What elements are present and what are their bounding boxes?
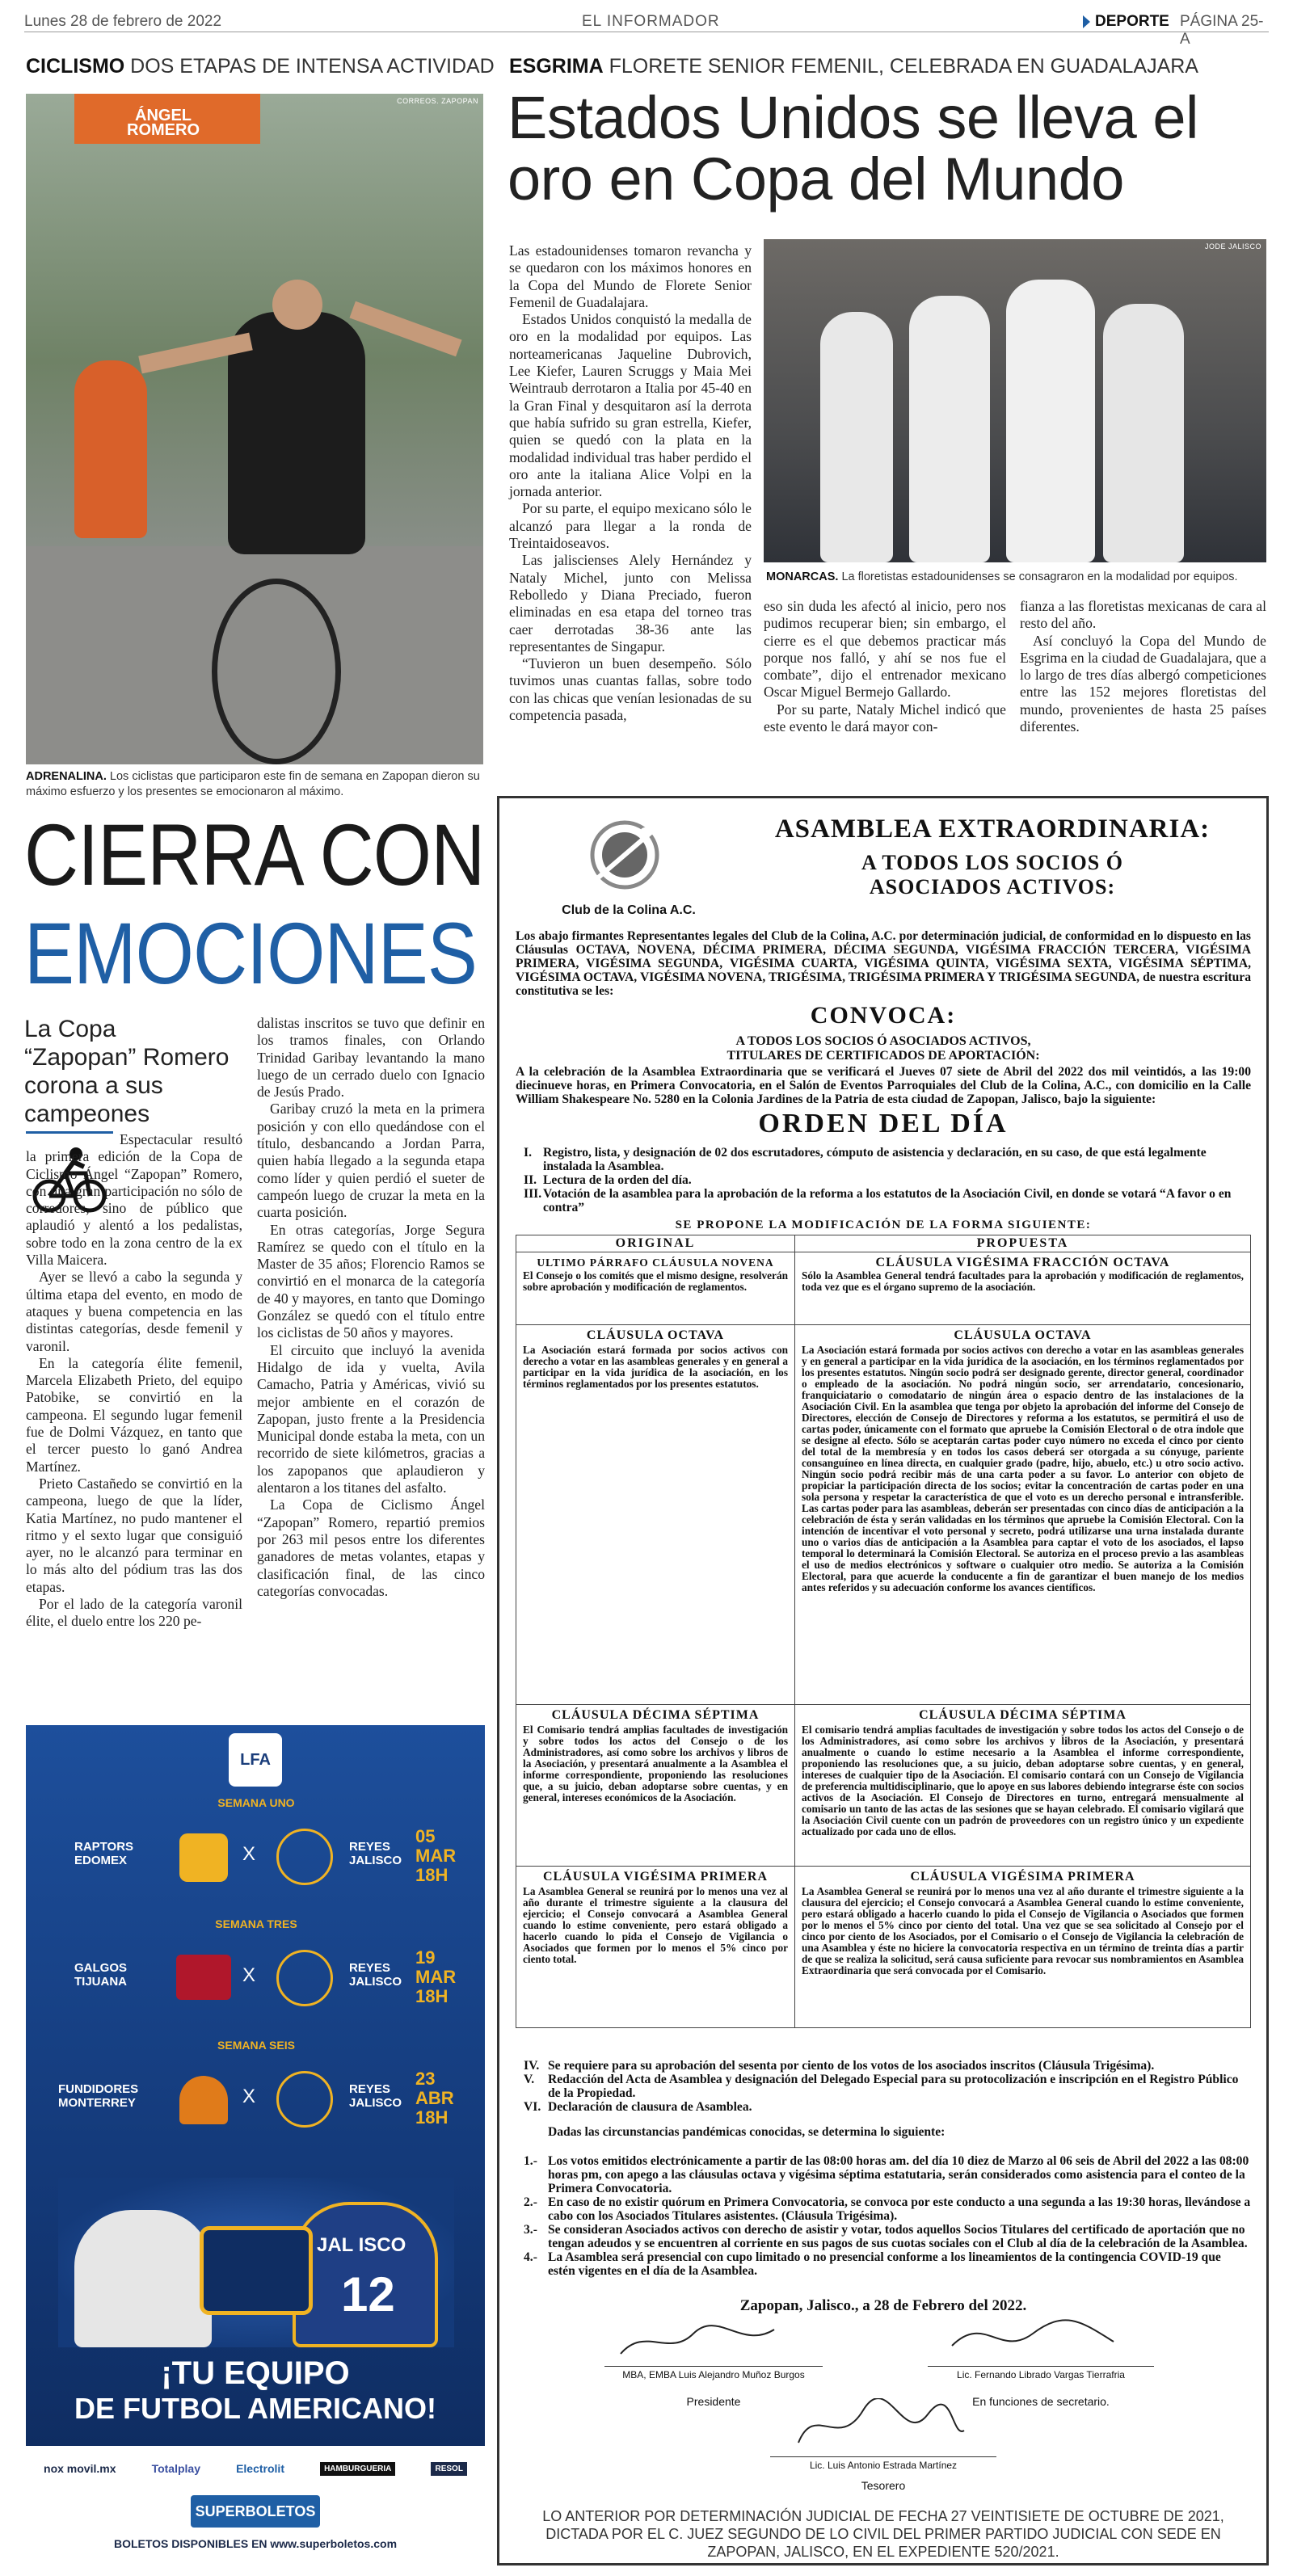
agenda-item-5 — [524, 2073, 1251, 2100]
fencing-p6: eso sin duda les afectó al inicio, pero nos pudimos recuperar bien; sin embargo, el cierre es el que debemos practicar más porque nos falló, y ahí se nos fue el combate”, dijo el entrenador mexicano Oscar Miguel Bermejo Gallardo. — [764, 598, 1006, 701]
rule-text-1: Los votos emitidos electrónicamente a partir de las 08:00 horas am. del día 10 diez de Marzo al 06 seis de Abril del 2022 a las 08:00 horas pm, con apego a las cláusulas octava y vigésima séptima estatutaria, serán considerados como asistencia para el conteo de la Primera Convocatoria. — [548, 2154, 1249, 2195]
agenda-text-5: Redacción del Acta de Asamblea y designación del Delegado Especial para su protocolización e inscripción en el Registro Público de la Propiedad. — [548, 2073, 1239, 2100]
sponsor-nox: nox movil.mx — [44, 2462, 116, 2475]
week-1 — [26, 1796, 485, 1917]
signature-1 — [613, 2317, 807, 2366]
sig-1-name: MBA, EMBA Luis Alejandro Muñoz Burgos — [622, 2369, 805, 2380]
jersey-number: 12 — [341, 2267, 395, 2321]
fencer-3 — [1006, 280, 1095, 562]
week-2-label: SEMANA TRES — [215, 1917, 297, 1930]
week-2 — [26, 1917, 485, 2039]
feature-b1: dalistas inscritos se tuvo que definir en los tramos finales, con Orlando Trinidad Garibay levantando la mano luego de un cerrado duelo con Ignacio de Jesús Prado. — [257, 1015, 485, 1101]
feature-b3: En otras categorías, Jorge Segura Ramírez se quedo con el título en la Master de 35 años; Florencio Ramos se convirtió en el monarca de la categoría de 40 y mayores, en tanto que Domingo González se quedó con el título entre los ciclistas de 50 años y mayores. — [257, 1221, 485, 1341]
row-2-proposal-title: CLÁUSULA OCTAVA — [954, 1328, 1092, 1342]
notice-footer: LO ANTERIOR POR DETERMINACIÓN JUDICIAL DE FECHA 27 VEINTISIETE DE OCTUBRE DE 2021, DICTADA POR EL C. JUEZ SEGUNDO DE LO CIVIL DEL PRIMER PARTIDO JUDICIAL CON SEDE EN ZAPOPAN, JALISCO, EN EL EXPEDIENTE 520/2021. — [542, 2508, 1224, 2560]
agenda-item-1 — [524, 1146, 1251, 1173]
agenda-item-2 — [524, 1173, 1251, 1187]
row-3-original — [516, 1705, 795, 1867]
fencing-p5: “Tuvieron un buen desempeño. Sólo tuvimos unas cuantas fallas, sobre todo con las chicas que venían lesionadas de su competencia pasada, — [509, 655, 752, 724]
sponsor-hamburgueria: HAMBURGUERIA — [320, 2462, 395, 2476]
agenda-list — [524, 1146, 1251, 1214]
agenda-num-4: IV. — [524, 2059, 540, 2073]
agenda-text-1: Registro, lista, y designación de 02 dos escrutadores, cómputo de asistencia y declaración, en su caso, de que está legalmente instalada la Asamblea. — [543, 1146, 1207, 1173]
feature-lead: Espectacular resultó la primera edición de la Copa de Ciclismo Ángel “Zapopan” Romero, con una gran participación no sólo de corredores, sino de público que aplaudió y alentó a los pedalistas, sobre todo en la zona centro de la ex Villa Maicera. — [26, 1131, 242, 1269]
agenda-num-3: III. — [524, 1187, 542, 1201]
feature-a4: Por el lado de la categoría varonil élite, el duelo entre los 220 pe- — [26, 1596, 242, 1630]
feature-subhead: La Copa “Zapopan” Romero corona a sus campeones — [24, 1016, 230, 1127]
fencer-1 — [820, 312, 893, 562]
week-2-home: REYES JALISCO — [349, 1961, 402, 1989]
cycling-kicker-label: CICLISMO — [26, 55, 125, 78]
feature-a1: Ayer se llevó a cabo la segunda y última etapa del evento, en modo de ataques y buena competencia en las distintas categorías, desde femenil y varonil. — [26, 1269, 242, 1354]
circumstances: Dadas las circunstancias pandémicas conocidas, se determina lo siguiente: — [548, 2125, 946, 2139]
players-graphic — [58, 2178, 454, 2347]
row-3-original-text: El Comisario tendrá amplias facultades de investigación y sobre todos los actos del Consejo o de los Administradores, así como sobre los archivos y libros de la Asociación, y presentará anualmente a la Asamblea el informe correspondiente, proponiendo las resoluciones que, a su juicio, deban adoptarse sobre cuentas, y en general, intereses económicos de la Asociación. — [523, 1724, 788, 1804]
agenda-text-4: Se requiere para su aprobación del sesenta por ciento de los votos de los asociados inscritos (Cláusula Trigésima). — [548, 2059, 1155, 2073]
fencing-p7: Por su parte, Nataly Michel indicó que este evento le dará mayor con- — [764, 701, 1006, 735]
row-4-proposal-text: La Asamblea General se reunirá por lo menos una vez al año durante el trimestre siguiente a la clausura del ejercicio; el Consejo convocará a Asamblea General cuando lo estime conveniente, pero estará obligado a hacerlo cuando lo pida el Consejo de Vigilancia o Asociados que formen por lo menos el 5% cinco por ciento del total. Una vez que se sea solicitado al Consejo por el cinco por ciento de los Asociados, por el Comisario o el Consejo de Vigilancia la celebración de una Asamblea y éste no hiciere la convocatoria respectiva en un término de treinta días a partir de que se realiza la solicitud, será causa suficiente para revocar sus nombramientos en Asamblea Extraordinaria que será convocada por el Comisario. — [802, 1885, 1244, 1976]
row-2-original — [516, 1325, 795, 1705]
sig-3-name: Lic. Luis Antonio Estrada Martínez — [809, 2460, 958, 2471]
week-3 — [26, 2039, 485, 2160]
header-page: PÁGINA 25-A — [1180, 13, 1264, 48]
slogan-1: ¡TU EQUIPO — [161, 2355, 350, 2391]
club-name: Club de la Colina A.C. — [562, 903, 696, 917]
row-4-original-text: La Asamblea General se reunirá por lo menos una vez al año durante el trimestre siguiente a la clausura del ejercicio; el Consejo convocará a Asamblea General cuando lo estime conveniente, pero estará obligado a hacerlo cuando lo pida el Consejo de Vigilancia o Asociados que formen por lo menos el 5% cinco por ciento total. — [523, 1885, 788, 1965]
row-2-original-title: CLÁUSULA OCTAVA — [586, 1328, 725, 1342]
sig-1-line — [604, 2366, 823, 2367]
week-3-vs: X — [242, 2086, 256, 2107]
row-3-original-title: CLÁUSULA DÉCIMA SÉPTIMA — [551, 1708, 760, 1722]
cyclist-arm-right — [349, 301, 461, 357]
rule-num-1: 1.- — [524, 2154, 537, 2168]
raptors-logo — [179, 1833, 228, 1882]
week-3-home: REYES JALISCO — [349, 2082, 402, 2110]
row-3-proposal — [795, 1705, 1251, 1867]
fencing-p1: Las estadounidenses tomaron revancha y se quedaron con los máximos honores en la Copa del Mundo de Florete Senior Femenil de Guadalajara. — [509, 242, 752, 310]
finish-banner-text: ÁNGEL ROMERO — [127, 107, 200, 139]
reyes-logo-2 — [276, 1950, 333, 2006]
sponsor-totalplay: Totalplay — [151, 2462, 200, 2475]
week-1-date: 05 MAR 18H — [415, 1826, 457, 1885]
sig-2-name: Lic. Fernando Librado Vargas Tierrafria — [957, 2369, 1125, 2380]
club-logo — [572, 814, 677, 903]
cycling-caption-text: Los ciclistas que participaron este fin de semana en Zapopan dieron su máximo esfuerzo y los presentes se emocionaron al máximo. — [26, 770, 480, 798]
jersey-text: JAL ISCO — [317, 2234, 406, 2256]
tickets-line: BOLETOS DISPONIBLES EN www.superboletos.com — [113, 2537, 398, 2550]
week-1-vs: X — [242, 1843, 256, 1865]
propone-text: SE PROPONE LA MODIFICACIÓN DE LA FORMA SIGUIENTE: — [675, 1219, 1092, 1231]
row-1-proposal — [795, 1252, 1251, 1325]
agenda-num-1: I. — [524, 1146, 532, 1160]
feature-b2: Garibay cruzó la meta en la primera posición y con ello quedándose con el título, desbancando a Jordan Parra, quien había llegado a la segunda etapa como líder y quien perdió el sueter de campeón luego de cruzar la meta en la cuarta posición. — [257, 1101, 485, 1221]
rule-1 — [524, 2154, 1251, 2195]
second-cyclist — [74, 360, 147, 538]
notice-intro: Los abajo firmantes Representantes legales del Club de la Colina, A.C. por determinación judicial, de conformidad en lo dispuesto en las Cláusulas OCTAVA, NOVENA, DÉCIMA PRIMERA, DÉCIMA SEGUNDA, VIGÉSIMA FRACCIÓN TERCERA, VIGÉSIMA PRIMERA, VIGÉSIMA SEGUNDA, VIGÉSIMA CUARTA, VIGÉSIMA QUINTA, VIGÉSIMA SEXTA, VIGÉSIMA SÉPTIMA, VIGÉSIMA OCTAVA, VIGÉSIMA NOVENA, TRIGÉSIMA, TRIGÉSIMA PRIMERA Y TRIGÉSIMA SEGUNDA, de nuestra escritura constitutiva se les: — [516, 929, 1251, 998]
rule-num-3: 3.- — [524, 2223, 537, 2237]
week-2-date: 19 MAR 18H — [415, 1947, 457, 2006]
sponsor-bar — [26, 2448, 485, 2489]
week-1-home: REYES JALISCO — [349, 1840, 402, 1867]
row-1-original — [516, 1252, 795, 1325]
rule-num-2: 2.- — [524, 2195, 537, 2209]
fencing-photo-credit: JODE JALISCO — [1204, 242, 1261, 250]
row-4-proposal — [795, 1867, 1251, 2028]
fencing-p3: Por su parte, el equipo mexicano sólo le alcanzó para llegar a la ronda de Treintaidoseavos. — [509, 500, 752, 552]
sponsor-electrolit: Electrolit — [236, 2462, 284, 2475]
week-1-away: RAPTORS EDOMEX — [74, 1840, 134, 1867]
reform-table — [516, 1235, 1251, 2028]
place-date: Zapopan, Jalisco., a 28 de Febrero del 2022. — [739, 2297, 1027, 2314]
cycling-caption-label: ADRENALINA. — [26, 770, 107, 783]
header-section-marker — [1083, 15, 1090, 28]
cyclist-head — [272, 280, 322, 330]
fencing-headline: Estados Unidos se lleva el oro en Copa del Mundo — [508, 84, 1198, 213]
agenda-item-4 — [524, 2059, 1251, 2073]
header-date: Lunes 28 de febrero de 2022 — [24, 13, 222, 30]
jal-logo — [200, 2226, 313, 2315]
signature-3 — [782, 2398, 976, 2455]
week-2-away: GALGOS TIJUANA — [74, 1961, 128, 1989]
fencing-caption — [766, 570, 1267, 585]
assembly-notice — [497, 796, 1269, 2565]
week-3-date: 23 ABR 18H — [415, 2069, 454, 2128]
feature-column-b — [257, 1015, 485, 1600]
cycling-kicker — [26, 55, 495, 78]
rule-num-4: 4.- — [524, 2250, 537, 2264]
sig-2-line — [928, 2366, 1154, 2367]
header-section: DEPORTE — [1095, 13, 1169, 30]
signature-2 — [936, 2313, 1130, 2362]
cycling-photo-credit: CORREOS. ZAPOPAN — [397, 97, 478, 105]
fencing-kicker — [509, 55, 1198, 78]
slogan-2: DE FUTBOL AMERICANO! — [74, 2392, 436, 2425]
sig-2-role: En funciones de secretario. — [972, 2395, 1110, 2408]
superboletos-logo: SUPERBOLETOS — [191, 2495, 320, 2528]
agenda-num-6: VI. — [524, 2100, 541, 2114]
row-1-proposal-title: CLÁUSULA VIGÉSIMA FRACCIÓN OCTAVA — [875, 1256, 1170, 1269]
fencing-column-2 — [764, 598, 1006, 735]
notice-title: ASAMBLEA EXTRAORDINARIA: — [774, 814, 1211, 844]
agenda-num-2: II. — [524, 1173, 537, 1187]
header-paper: EL INFORMADOR — [582, 13, 720, 30]
row-3-proposal-text: El comisario tendrá amplias facultades de investigación y sobre todos los actos del Consejo o de los Administradores, así como sobre los archivos y libros de la Asociación, y presentará anualmente o cuando lo estime necesario a la Asamblea el informe correspondiente, proponiendo las resoluciones que, a su juicio, deban adoptarse sobre cuentas, y en general, intereses de cualquier tipo de la Asociación. El comisario contará con un Consejo de Vigilancia de preferencia multidisciplinario, que lo apoye en sus labores debiendo integrarse éste con socios activos de la Asociación. El Consejo de Directores en turno, entregará mensualmente al comisario un tanto de las actas de las sesiones que se hayan celebrado. El comisario vigilará que la Asociación Civil cuente con un padrón de proveedores con un registro único y un expediente actualizado por cada uno de ellos. — [802, 1724, 1244, 1837]
row-2-proposal — [795, 1325, 1251, 1705]
week-2-vs: X — [242, 1964, 256, 1986]
rule-2 — [524, 2195, 1251, 2223]
agenda-text-6: Declaración de clausura de Asamblea. — [548, 2100, 752, 2114]
agenda-item-3 — [524, 1187, 1251, 1214]
feature-headline-2: EMOCIONES — [24, 904, 477, 1002]
cycling-caption — [26, 769, 483, 800]
sig-3-role: Tesorero — [861, 2479, 906, 2492]
agenda-item-6 — [524, 2100, 1251, 2114]
page-header — [24, 11, 1269, 48]
fencer-4 — [1103, 304, 1184, 562]
row-2-original-text: La Asociación estará formada por socios activos con derecho a votar en las asambleas generales y en general a participar en la vida jurídica de la asociación, en los términos reglamentados por los presentes estatutos. — [523, 1344, 788, 1390]
rule-text-3: Se consideran Asociados activos con derecho de asistir y votar, todos aquellos Socios Titulares del certificado de aportación que no tengan adeudos y se encuentren al corriente en sus pagos de sus cuotas sociales con el Club al día de la celebración de la Asamblea. — [548, 2223, 1248, 2250]
rule-4 — [524, 2250, 1251, 2278]
week-3-away: FUNDIDORES MONTERREY — [58, 2082, 139, 2110]
bike-wheel-front — [212, 579, 341, 764]
cycling-kicker-text: DOS ETAPAS DE INTENSA ACTIVIDAD — [124, 55, 495, 78]
agenda-num-5: V. — [524, 2073, 535, 2086]
sig-3-line — [770, 2456, 996, 2457]
rule-text-4: La Asamblea será presencial con cupo limitado o no presencial conforme a los lineamientos de la contingencia COVID-19 que estén vigentes en el día de la Asamblea. — [548, 2250, 1221, 2278]
fundidores-logo — [179, 2076, 228, 2124]
agenda-text-2: Lectura de la orden del día. — [543, 1173, 692, 1187]
feature-a2: En la categoría élite femenil, Marcela Elizabeth Prieto, del equipo Patobike, se convirtió en la campeona. El segundo lugar femenil fue de Dolmi Vázquez, en tanto que el tercer puesto lo ganó Andrea Martínez. — [26, 1354, 242, 1475]
fencing-caption-label: MONARCAS. — [766, 570, 839, 583]
rule-text-2: En caso de no existir quórum en Primera Convocatoria, se convoca por este conducto a una segunda a las 19:30 horas, llevándose a cabo con los Asociados Titulares asistentes. (Cláusula Trigésima). — [548, 2195, 1251, 2223]
fencing-kicker-label: ESGRIMA — [509, 55, 604, 78]
feature-column-a — [26, 1131, 242, 1631]
fencing-p9: Así concluyó la Copa del Mundo de Esgrima en la ciudad de Guadalajara, que a lo largo de tres días albergó competiciones entre las 152 mejores floretistas del mundo, provenientes de hasta 25 países diferentes. — [1020, 632, 1266, 735]
fencing-photo — [764, 239, 1266, 562]
row-4-original — [516, 1867, 795, 2028]
feature-b5: La Copa de Ciclismo Ángel “Zapopan” Romero, repartió premios por 263 mil pesos entre los diferentes ganadores de metas volantes, etapas y clasificación final, de las cinco categorías convocadas. — [257, 1496, 485, 1599]
rule-3 — [524, 2223, 1251, 2250]
fencing-kicker-text: FLORETE SENIOR FEMENIL, CELEBRADA EN GUADALAJARA — [603, 55, 1198, 78]
row-3-proposal-title: CLÁUSULA DÉCIMA SÉPTIMA — [919, 1708, 1127, 1722]
reyes-logo-1 — [276, 1829, 333, 1885]
fencing-p2: Estados Unidos conquistó la medalla de oro en la modalidad por equipos. Las norteamericanas Jaqueline Dubrovich, Lee Kiefer, Lauren Scruggs y Maia Mei Weintraub derrotaron a Italia por 45-40 en la Gran Final y desquitaron así la derrota que había sufrido su gran estrella, Kiefer, quien se quedó con la plata en la modalidad individual tras haber perdido el oro ante la italiana Alice Volpi en la jornada anterior. — [509, 311, 752, 500]
sig-1-role: Presidente — [686, 2395, 741, 2408]
lfa-logo: LFA — [229, 1733, 282, 1787]
fencing-caption-text: La floretistas estadounidenses se consagraron en la modalidad por equipos. — [838, 570, 1238, 583]
galgos-logo — [176, 1955, 231, 2000]
fencing-column-3 — [1020, 598, 1266, 735]
th-propuesta: PROPUESTA — [795, 1235, 1251, 1252]
agenda-list-2 — [524, 2059, 1251, 2114]
feature-headline-1: CIERRA CON — [24, 806, 485, 903]
sponsor-resol: RESOL — [431, 2462, 466, 2476]
notice-subtitle: A TODOS LOS SOCIOS Ó ASOCIADOS ACTIVOS: — [861, 851, 1123, 899]
player-left — [74, 2210, 212, 2347]
cycling-photo — [26, 94, 483, 764]
celebration-text: A la celebración de la Asamblea Extraordinaria que se verificará el Jueves 07 siete de Abril del 2022 dos mil veintidós, a las 19:00 diecinueve horas, en Primera Convocatoria, en el Salón de Eventos Parroquiales del Club de la Colina, A.C., con domicilio en la Calle William Shakespeare No. 5280 en la Colonia Jardines de la Patria de esta ciudad de Zapopan, Jalisco, bajo la siguiente: — [516, 1065, 1251, 1106]
row-1-proposal-text: Sólo la Asamblea General tendrá facultades para la aprobación y modificación de reglamentos, toda vez que es el órgano supremo de la asociación. — [802, 1269, 1244, 1293]
row-1-original-text: El Consejo o los comités que el mismo designe, resolverán sobre aprobación y modificación de reglamentos. — [523, 1269, 788, 1293]
football-ad — [26, 1725, 485, 2446]
fencing-column-1 — [509, 242, 752, 724]
row-4-proposal-title: CLÁUSULA VIGÉSIMA PRIMERA — [910, 1870, 1135, 1884]
row-1-original-title: ULTIMO PÁRRAFO CLÁUSULA NOVENA — [537, 1256, 774, 1269]
convoca-sub-2: TITULARES DE CERTIFICADOS DE APORTACIÓN: — [727, 1049, 1040, 1063]
row-2-proposal-text: La Asociación estará formada por socios activos con derecho a votar en las asambleas generales y en general a participar en la vida jurídica de la asociación, en los términos reglamentados por los presentes estatutos. Ningún socio podrá ser designado gerente, director general, coordinador o empleado de la asociación. No podrá ningún socio, ser arrendatario, concesionario, franquiciatario o comodatario de ningún área o espacio dentro de las instalaciones de la Asociación Civil. En la asamblea que tenga por objeto la aprobación del informe del Consejo de Directores, elección de Consejo de Directores y reforma a los estatutos, se permitirá el uso de cartas poder, únicamente con el formato que apruebe la Comisión Electoral o de otra índole que se designe al efecto. Sólo se aceptarán cartas poder cuyo número no exceda el cinco por ciento del total de la membresía y en todos los casos deberá ser otorgada a su cónyuge, pariente consanguíneo en línea directa, en cualquier grado (padre, hijo, abuelo, etc.) u otro socio activo. Ningún socio podrá recibir más de una carta poder a su favor. Lo anterior con objeto de propiciar la participación directa de los socios; evitar la concentración de cartas poder en una sola persona y respetar la característica de que el voto es un derecho personal e intransferible. Las cartas poder para las asambleas, deberán ser presentadas con cinco días de anticipación a la celebración de ésta y serán validadas en los términos que apruebe la Comisión Electoral. Con la intención de incentivar el voto personal y secreto, podrá utilizarse una urna instalada durante uno o varios días de anticipación a la Asamblea para captar el voto de los asociados, el lapso temporal lo determinará la Comisión Electoral. Se autoriza en el proceso previo a las asambleas el uso de medios electrónicos y software o cualquier otro medio. Se autoriza a la Comisión Electoral, para que acuerde la conducente a fin de garantizar el buen manejo de los medios antes referidos y su adecuación conforme los avances científicos. — [802, 1344, 1244, 1593]
fencer-2 — [909, 296, 990, 562]
th-original: ORIGINAL — [516, 1235, 795, 1252]
convoca-title: CONVOCA: — [810, 1002, 957, 1029]
orden-title: ORDEN DEL DÍA — [758, 1109, 1009, 1139]
week-3-label: SEMANA SEIS — [217, 2039, 295, 2052]
fencing-p8: fianza a las floretistas mexicanas de cara al resto del año. — [1020, 598, 1266, 632]
week-1-label: SEMANA UNO — [217, 1796, 295, 1809]
convoca-sub-1: A TODOS LOS SOCIOS Ó ASOCIADOS ACTIVOS, — [735, 1034, 1031, 1048]
fencing-p4: Las jaliscienses Alely Hernández y Nataly Michel, junto con Melissa Rebolledo y Diana Preciado, fueron eliminadas en esa etapa del torneo tras caer derrotadas 38-36 ante las representantes de Singapur. — [509, 552, 752, 655]
rules-list — [524, 2154, 1251, 2278]
feature-a3: Prieto Castañedo se convirtió en la campeona, luego de que la líder, Katia Martínez, no pudo mantener el ritmo y el sexto lugar que consiguió ayer, no le alcanzó para terminar en lo más alto del pódium tras las dos etapas. — [26, 1475, 242, 1595]
agenda-text-3: Votación de la asamblea para la aprobación de la reforma a los estatutos de la Asociación Civil, en donde se votará “A favor o en contra” — [543, 1187, 1232, 1214]
row-4-original-title: CLÁUSULA VIGÉSIMA PRIMERA — [542, 1870, 769, 1884]
feature-b4: El circuito que incluyó la avenida Hidalgo de ida y vuelta, Avila Camacho, Patria y Américas, vivió su mejor ambiente en el corazón de Zapopan, justo frente a la Presidencia Municipal donde estaba la meta, con un recorrido de siete kilómetros, gracias a los zapopanos que aplaudieron y alentaron a los titanes del asfalto. — [257, 1341, 485, 1496]
reyes-logo-3 — [276, 2071, 333, 2128]
